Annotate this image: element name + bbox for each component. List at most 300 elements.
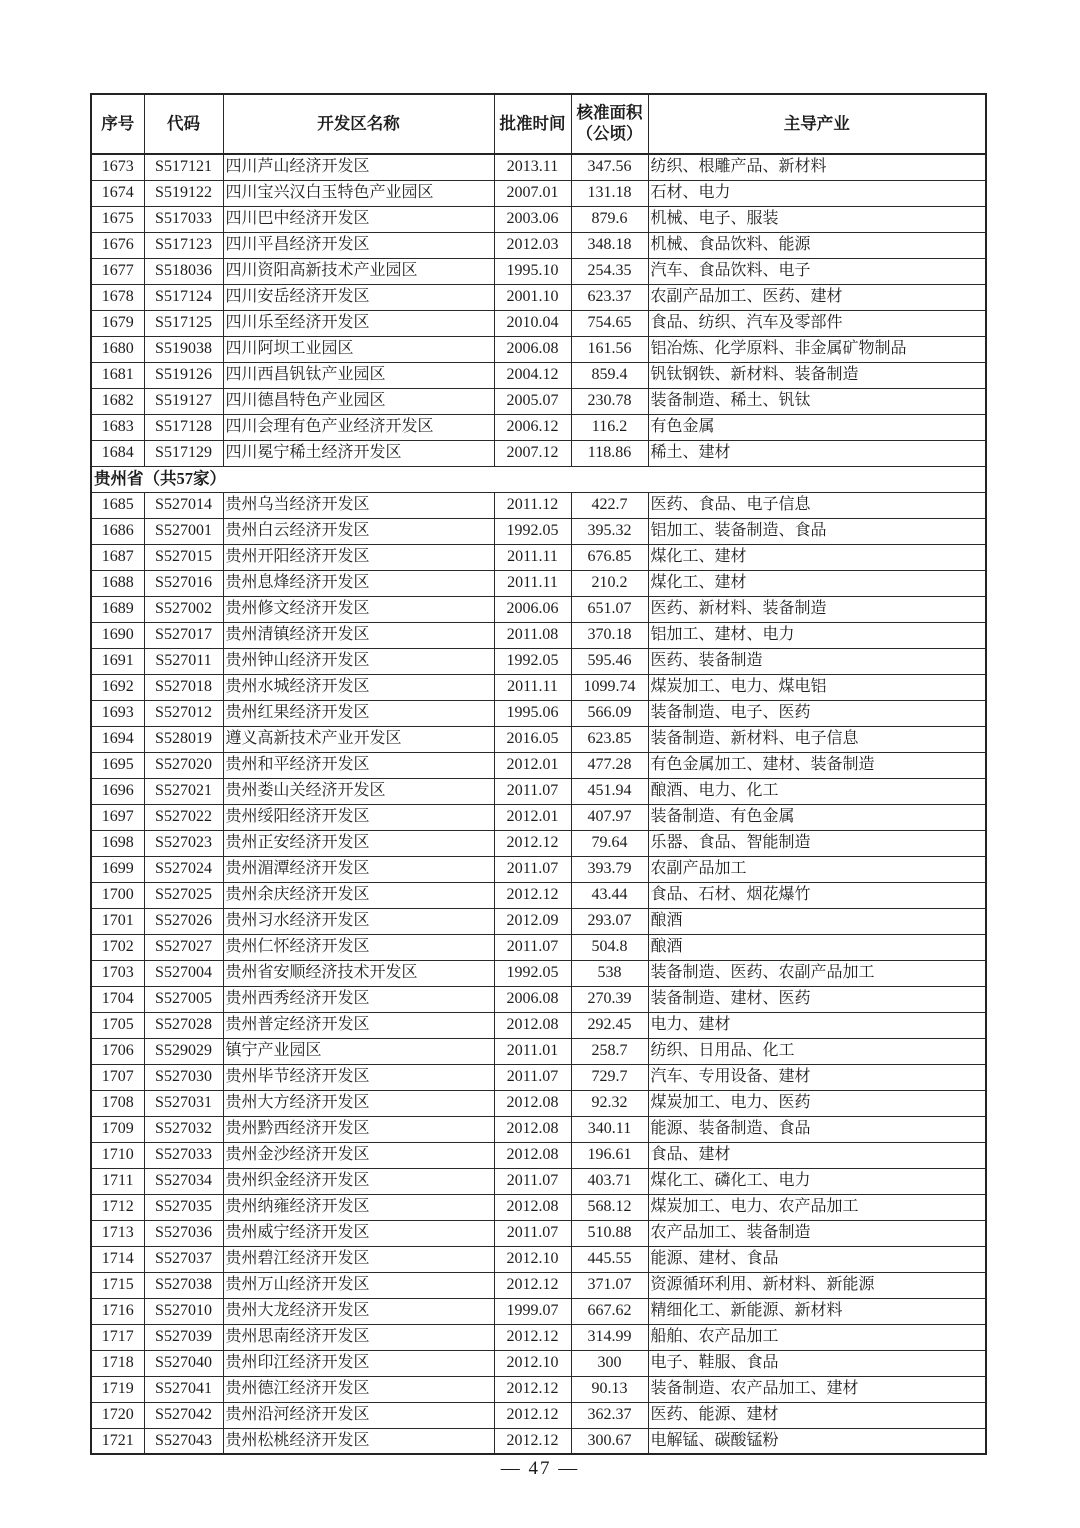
code-cell: S529029 bbox=[144, 1038, 223, 1064]
serial-cell: 1688 bbox=[91, 570, 144, 596]
approval-date-cell: 2012.12 bbox=[494, 1272, 571, 1298]
serial-cell: 1704 bbox=[91, 986, 144, 1012]
industry-cell: 电子、鞋服、食品 bbox=[648, 1350, 986, 1376]
approval-date-cell: 2012.12 bbox=[494, 1376, 571, 1402]
zone-name-cell: 贵州德江经济开发区 bbox=[223, 1376, 494, 1402]
code-cell: S527015 bbox=[144, 544, 223, 570]
approval-date-cell: 1995.06 bbox=[494, 700, 571, 726]
approval-date-cell: 2001.10 bbox=[494, 284, 571, 310]
code-cell: S527018 bbox=[144, 674, 223, 700]
area-cell: 422.7 bbox=[571, 492, 648, 518]
serial-cell: 1709 bbox=[91, 1116, 144, 1142]
approval-date-cell: 2016.05 bbox=[494, 726, 571, 752]
code-cell: S527023 bbox=[144, 830, 223, 856]
industry-cell: 农副产品加工、医药、建材 bbox=[648, 284, 986, 310]
code-cell: S517128 bbox=[144, 414, 223, 440]
area-cell: 92.32 bbox=[571, 1090, 648, 1116]
code-cell: S528019 bbox=[144, 726, 223, 752]
industry-cell: 煤炭加工、电力、农产品加工 bbox=[648, 1194, 986, 1220]
serial-cell: 1695 bbox=[91, 752, 144, 778]
approval-date-cell: 1999.07 bbox=[494, 1298, 571, 1324]
industry-cell: 煤炭加工、电力、煤电铝 bbox=[648, 674, 986, 700]
section-row bbox=[91, 466, 986, 492]
serial-cell: 1710 bbox=[91, 1142, 144, 1168]
industry-cell: 酿酒 bbox=[648, 934, 986, 960]
approval-date-cell: 2012.09 bbox=[494, 908, 571, 934]
code-cell: S518036 bbox=[144, 258, 223, 284]
col-header: 开发区名称 bbox=[223, 94, 494, 154]
serial-cell: 1676 bbox=[91, 232, 144, 258]
table-header bbox=[91, 94, 986, 154]
zone-name-cell: 四川冕宁稀土经济开发区 bbox=[223, 440, 494, 466]
area-cell: 754.65 bbox=[571, 310, 648, 336]
area-cell: 270.39 bbox=[571, 986, 648, 1012]
serial-cell: 1703 bbox=[91, 960, 144, 986]
table-row bbox=[91, 1194, 986, 1220]
table-row bbox=[91, 908, 986, 934]
industry-cell: 机械、食品饮料、能源 bbox=[648, 232, 986, 258]
area-cell: 879.6 bbox=[571, 206, 648, 232]
industry-cell: 医药、能源、建材 bbox=[648, 1402, 986, 1428]
code-cell: S527004 bbox=[144, 960, 223, 986]
industry-cell: 纺织、根雕产品、新材料 bbox=[648, 154, 986, 180]
col-header: 批准时间 bbox=[494, 94, 571, 154]
serial-cell: 1700 bbox=[91, 882, 144, 908]
industry-cell: 装备制造、稀土、钒钛 bbox=[648, 388, 986, 414]
area-cell: 258.7 bbox=[571, 1038, 648, 1064]
serial-cell: 1702 bbox=[91, 934, 144, 960]
area-cell: 300 bbox=[571, 1350, 648, 1376]
serial-cell: 1707 bbox=[91, 1064, 144, 1090]
table-row bbox=[91, 232, 986, 258]
serial-cell: 1678 bbox=[91, 284, 144, 310]
zone-name-cell: 四川资阳高新技术产业园区 bbox=[223, 258, 494, 284]
zone-name-cell: 贵州织金经济开发区 bbox=[223, 1168, 494, 1194]
area-cell: 1099.74 bbox=[571, 674, 648, 700]
table-row bbox=[91, 1064, 986, 1090]
serial-cell: 1701 bbox=[91, 908, 144, 934]
table-row bbox=[91, 1298, 986, 1324]
zone-name-cell: 贵州威宁经济开发区 bbox=[223, 1220, 494, 1246]
code-cell: S527025 bbox=[144, 882, 223, 908]
approval-date-cell: 2011.07 bbox=[494, 1168, 571, 1194]
area-cell: 118.86 bbox=[571, 440, 648, 466]
zone-name-cell: 贵州沿河经济开发区 bbox=[223, 1402, 494, 1428]
approval-date-cell: 2006.08 bbox=[494, 336, 571, 362]
serial-cell: 1705 bbox=[91, 1012, 144, 1038]
table-row bbox=[91, 674, 986, 700]
area-cell: 623.85 bbox=[571, 726, 648, 752]
area-cell: 196.61 bbox=[571, 1142, 648, 1168]
industry-cell: 石材、电力 bbox=[648, 180, 986, 206]
table-row bbox=[91, 882, 986, 908]
area-cell: 348.18 bbox=[571, 232, 648, 258]
approval-date-cell: 2006.06 bbox=[494, 596, 571, 622]
approval-date-cell: 2006.08 bbox=[494, 986, 571, 1012]
table-row bbox=[91, 1142, 986, 1168]
table-row bbox=[91, 960, 986, 986]
industry-cell: 煤炭加工、电力、医药 bbox=[648, 1090, 986, 1116]
table-row bbox=[91, 856, 986, 882]
code-cell: S527002 bbox=[144, 596, 223, 622]
serial-cell: 1674 bbox=[91, 180, 144, 206]
table-row bbox=[91, 258, 986, 284]
table-row bbox=[91, 206, 986, 232]
zone-name-cell: 贵州纳雍经济开发区 bbox=[223, 1194, 494, 1220]
industry-cell: 精细化工、新能源、新材料 bbox=[648, 1298, 986, 1324]
industry-cell: 铝冶炼、化学原料、非金属矿物制品 bbox=[648, 336, 986, 362]
approval-date-cell: 2011.07 bbox=[494, 1064, 571, 1090]
col-header: 代码 bbox=[144, 94, 223, 154]
industry-cell: 装备制造、农产品加工、建材 bbox=[648, 1376, 986, 1402]
zone-name-cell: 贵州正安经济开发区 bbox=[223, 830, 494, 856]
zone-name-cell: 贵州钟山经济开发区 bbox=[223, 648, 494, 674]
zone-name-cell: 四川巴中经济开发区 bbox=[223, 206, 494, 232]
industry-cell: 汽车、食品饮料、电子 bbox=[648, 258, 986, 284]
code-cell: S527026 bbox=[144, 908, 223, 934]
table-row bbox=[91, 440, 986, 466]
code-cell: S527021 bbox=[144, 778, 223, 804]
approval-date-cell: 2012.01 bbox=[494, 752, 571, 778]
approval-date-cell: 2011.07 bbox=[494, 1220, 571, 1246]
serial-cell: 1697 bbox=[91, 804, 144, 830]
table-row bbox=[91, 336, 986, 362]
serial-cell: 1714 bbox=[91, 1246, 144, 1272]
col-header: 核准面积 （公顷） bbox=[571, 94, 648, 154]
zone-name-cell: 贵州修文经济开发区 bbox=[223, 596, 494, 622]
table-row bbox=[91, 180, 986, 206]
industry-cell: 电力、建材 bbox=[648, 1012, 986, 1038]
zone-name-cell: 贵州毕节经济开发区 bbox=[223, 1064, 494, 1090]
serial-cell: 1698 bbox=[91, 830, 144, 856]
zone-name-cell: 四川安岳经济开发区 bbox=[223, 284, 494, 310]
serial-cell: 1720 bbox=[91, 1402, 144, 1428]
industry-cell: 铝加工、装备制造、食品 bbox=[648, 518, 986, 544]
table-row bbox=[91, 830, 986, 856]
serial-cell: 1718 bbox=[91, 1350, 144, 1376]
zone-name-cell: 贵州黔西经济开发区 bbox=[223, 1116, 494, 1142]
industry-cell: 船舶、农产品加工 bbox=[648, 1324, 986, 1350]
area-cell: 566.09 bbox=[571, 700, 648, 726]
code-cell: S517121 bbox=[144, 154, 223, 180]
industry-cell: 食品、纺织、汽车及零部件 bbox=[648, 310, 986, 336]
table-row bbox=[91, 596, 986, 622]
code-cell: S527041 bbox=[144, 1376, 223, 1402]
serial-cell: 1684 bbox=[91, 440, 144, 466]
serial-cell: 1715 bbox=[91, 1272, 144, 1298]
serial-cell: 1721 bbox=[91, 1428, 144, 1454]
approval-date-cell: 2011.01 bbox=[494, 1038, 571, 1064]
industry-cell: 农副产品加工 bbox=[648, 856, 986, 882]
section-label: 贵州省（共57家） bbox=[91, 466, 986, 492]
zone-name-cell: 四川平昌经济开发区 bbox=[223, 232, 494, 258]
zone-name-cell: 遵义高新技术产业开发区 bbox=[223, 726, 494, 752]
code-cell: S517033 bbox=[144, 206, 223, 232]
area-cell: 210.2 bbox=[571, 570, 648, 596]
table-row bbox=[91, 1012, 986, 1038]
approval-date-cell: 2004.12 bbox=[494, 362, 571, 388]
industry-cell: 乐器、食品、智能制造 bbox=[648, 830, 986, 856]
industry-cell: 铝加工、建材、电力 bbox=[648, 622, 986, 648]
area-cell: 395.32 bbox=[571, 518, 648, 544]
code-cell: S519038 bbox=[144, 336, 223, 362]
code-cell: S527001 bbox=[144, 518, 223, 544]
code-cell: S527037 bbox=[144, 1246, 223, 1272]
code-cell: S527017 bbox=[144, 622, 223, 648]
serial-cell: 1675 bbox=[91, 206, 144, 232]
area-cell: 293.07 bbox=[571, 908, 648, 934]
industry-cell: 食品、建材 bbox=[648, 1142, 986, 1168]
serial-cell: 1693 bbox=[91, 700, 144, 726]
industry-cell: 装备制造、建材、医药 bbox=[648, 986, 986, 1012]
area-cell: 451.94 bbox=[571, 778, 648, 804]
industry-cell: 汽车、专用设备、建材 bbox=[648, 1064, 986, 1090]
zone-name-cell: 贵州水城经济开发区 bbox=[223, 674, 494, 700]
area-cell: 161.56 bbox=[571, 336, 648, 362]
serial-cell: 1719 bbox=[91, 1376, 144, 1402]
zone-name-cell: 贵州息烽经济开发区 bbox=[223, 570, 494, 596]
area-cell: 729.7 bbox=[571, 1064, 648, 1090]
zone-name-cell: 贵州红果经济开发区 bbox=[223, 700, 494, 726]
area-cell: 254.35 bbox=[571, 258, 648, 284]
serial-cell: 1682 bbox=[91, 388, 144, 414]
approval-date-cell: 2011.07 bbox=[494, 934, 571, 960]
zone-name-cell: 贵州普定经济开发区 bbox=[223, 1012, 494, 1038]
area-cell: 314.99 bbox=[571, 1324, 648, 1350]
area-cell: 230.78 bbox=[571, 388, 648, 414]
code-cell: S519122 bbox=[144, 180, 223, 206]
approval-date-cell: 2012.12 bbox=[494, 1428, 571, 1454]
approval-date-cell: 2006.12 bbox=[494, 414, 571, 440]
approval-date-cell: 2012.12 bbox=[494, 830, 571, 856]
approval-date-cell: 2011.11 bbox=[494, 674, 571, 700]
zone-name-cell: 贵州思南经济开发区 bbox=[223, 1324, 494, 1350]
table-row bbox=[91, 934, 986, 960]
area-cell: 300.67 bbox=[571, 1428, 648, 1454]
approval-date-cell: 2011.12 bbox=[494, 492, 571, 518]
area-cell: 371.07 bbox=[571, 1272, 648, 1298]
zone-name-cell: 四川芦山经济开发区 bbox=[223, 154, 494, 180]
area-cell: 393.79 bbox=[571, 856, 648, 882]
table-row bbox=[91, 1402, 986, 1428]
area-cell: 595.46 bbox=[571, 648, 648, 674]
area-cell: 116.2 bbox=[571, 414, 648, 440]
table-row bbox=[91, 362, 986, 388]
serial-cell: 1692 bbox=[91, 674, 144, 700]
approval-date-cell: 2012.08 bbox=[494, 1142, 571, 1168]
serial-cell: 1717 bbox=[91, 1324, 144, 1350]
zone-name-cell: 贵州娄山关经济开发区 bbox=[223, 778, 494, 804]
code-cell: S527020 bbox=[144, 752, 223, 778]
area-cell: 477.28 bbox=[571, 752, 648, 778]
serial-cell: 1680 bbox=[91, 336, 144, 362]
serial-cell: 1713 bbox=[91, 1220, 144, 1246]
zone-name-cell: 四川阿坝工业园区 bbox=[223, 336, 494, 362]
area-cell: 510.88 bbox=[571, 1220, 648, 1246]
table-row bbox=[91, 1168, 986, 1194]
zone-name-cell: 贵州大方经济开发区 bbox=[223, 1090, 494, 1116]
industry-cell: 装备制造、电子、医药 bbox=[648, 700, 986, 726]
serial-cell: 1712 bbox=[91, 1194, 144, 1220]
table-row bbox=[91, 1428, 986, 1454]
approval-date-cell: 2012.12 bbox=[494, 882, 571, 908]
serial-cell: 1687 bbox=[91, 544, 144, 570]
area-cell: 347.56 bbox=[571, 154, 648, 180]
zone-name-cell: 贵州绥阳经济开发区 bbox=[223, 804, 494, 830]
approval-date-cell: 2011.11 bbox=[494, 544, 571, 570]
area-cell: 340.11 bbox=[571, 1116, 648, 1142]
area-cell: 538 bbox=[571, 960, 648, 986]
approval-date-cell: 2012.08 bbox=[494, 1116, 571, 1142]
approval-date-cell: 2012.08 bbox=[494, 1194, 571, 1220]
zone-name-cell: 贵州金沙经济开发区 bbox=[223, 1142, 494, 1168]
area-cell: 859.4 bbox=[571, 362, 648, 388]
code-cell: S527027 bbox=[144, 934, 223, 960]
col-header: 主导产业 bbox=[648, 94, 986, 154]
code-cell: S527033 bbox=[144, 1142, 223, 1168]
area-cell: 131.18 bbox=[571, 180, 648, 206]
industry-cell: 纺织、日用品、化工 bbox=[648, 1038, 986, 1064]
table-row bbox=[91, 492, 986, 518]
zone-name-cell: 贵州开阳经济开发区 bbox=[223, 544, 494, 570]
code-cell: S527028 bbox=[144, 1012, 223, 1038]
approval-date-cell: 2011.08 bbox=[494, 622, 571, 648]
area-cell: 407.97 bbox=[571, 804, 648, 830]
approval-date-cell: 2012.01 bbox=[494, 804, 571, 830]
area-cell: 568.12 bbox=[571, 1194, 648, 1220]
table-body bbox=[91, 154, 986, 1454]
zone-name-cell: 贵州余庆经济开发区 bbox=[223, 882, 494, 908]
table-row bbox=[91, 388, 986, 414]
zone-name-cell: 贵州万山经济开发区 bbox=[223, 1272, 494, 1298]
approval-date-cell: 2012.08 bbox=[494, 1090, 571, 1116]
industry-cell: 有色金属加工、建材、装备制造 bbox=[648, 752, 986, 778]
page-number: — 47 — bbox=[500, 1458, 580, 1479]
industry-cell: 煤化工、磷化工、电力 bbox=[648, 1168, 986, 1194]
code-cell: S527011 bbox=[144, 648, 223, 674]
serial-cell: 1689 bbox=[91, 596, 144, 622]
zone-name-cell: 贵州西秀经济开发区 bbox=[223, 986, 494, 1012]
serial-cell: 1673 bbox=[91, 154, 144, 180]
industry-cell: 酿酒 bbox=[648, 908, 986, 934]
table-row bbox=[91, 648, 986, 674]
industry-cell: 稀土、建材 bbox=[648, 440, 986, 466]
serial-cell: 1699 bbox=[91, 856, 144, 882]
code-cell: S527036 bbox=[144, 1220, 223, 1246]
serial-cell: 1686 bbox=[91, 518, 144, 544]
zone-name-cell: 贵州仁怀经济开发区 bbox=[223, 934, 494, 960]
area-cell: 504.8 bbox=[571, 934, 648, 960]
code-cell: S527040 bbox=[144, 1350, 223, 1376]
area-cell: 362.37 bbox=[571, 1402, 648, 1428]
col-header: 序号 bbox=[91, 94, 144, 154]
area-cell: 370.18 bbox=[571, 622, 648, 648]
approval-date-cell: 2011.11 bbox=[494, 570, 571, 596]
industry-cell: 煤化工、建材 bbox=[648, 570, 986, 596]
table-row bbox=[91, 1090, 986, 1116]
serial-cell: 1708 bbox=[91, 1090, 144, 1116]
approval-date-cell: 1992.05 bbox=[494, 518, 571, 544]
zone-name-cell: 贵州习水经济开发区 bbox=[223, 908, 494, 934]
code-cell: S527038 bbox=[144, 1272, 223, 1298]
approval-date-cell: 2012.10 bbox=[494, 1246, 571, 1272]
serial-cell: 1677 bbox=[91, 258, 144, 284]
table-row bbox=[91, 1246, 986, 1272]
area-cell: 292.45 bbox=[571, 1012, 648, 1038]
zone-name-cell: 贵州碧江经济开发区 bbox=[223, 1246, 494, 1272]
code-cell: S527012 bbox=[144, 700, 223, 726]
approval-date-cell: 1992.05 bbox=[494, 648, 571, 674]
header-row bbox=[91, 94, 986, 154]
code-cell: S527034 bbox=[144, 1168, 223, 1194]
industry-cell: 电解锰、碳酸锰粉 bbox=[648, 1428, 986, 1454]
code-cell: S527016 bbox=[144, 570, 223, 596]
approval-date-cell: 2012.12 bbox=[494, 1324, 571, 1350]
industry-cell: 装备制造、医药、农副产品加工 bbox=[648, 960, 986, 986]
dev-zone-table bbox=[90, 93, 987, 1455]
serial-cell: 1685 bbox=[91, 492, 144, 518]
industry-cell: 装备制造、新材料、电子信息 bbox=[648, 726, 986, 752]
area-cell: 676.85 bbox=[571, 544, 648, 570]
area-cell: 43.44 bbox=[571, 882, 648, 908]
zone-name-cell: 贵州湄潭经济开发区 bbox=[223, 856, 494, 882]
code-cell: S527035 bbox=[144, 1194, 223, 1220]
approval-date-cell: 2012.12 bbox=[494, 1402, 571, 1428]
zone-name-cell: 四川德昌特色产业园区 bbox=[223, 388, 494, 414]
table-row bbox=[91, 570, 986, 596]
industry-cell: 酿酒、电力、化工 bbox=[648, 778, 986, 804]
code-cell: S527014 bbox=[144, 492, 223, 518]
code-cell: S527030 bbox=[144, 1064, 223, 1090]
code-cell: S527039 bbox=[144, 1324, 223, 1350]
code-cell: S527031 bbox=[144, 1090, 223, 1116]
industry-cell: 食品、石材、烟花爆竹 bbox=[648, 882, 986, 908]
area-cell: 651.07 bbox=[571, 596, 648, 622]
approval-date-cell: 2011.07 bbox=[494, 856, 571, 882]
approval-date-cell: 2012.08 bbox=[494, 1012, 571, 1038]
table-row bbox=[91, 752, 986, 778]
zone-name-cell: 四川乐至经济开发区 bbox=[223, 310, 494, 336]
zone-name-cell: 贵州白云经济开发区 bbox=[223, 518, 494, 544]
table-row bbox=[91, 544, 986, 570]
table-row bbox=[91, 1220, 986, 1246]
area-cell: 403.71 bbox=[571, 1168, 648, 1194]
area-cell: 79.64 bbox=[571, 830, 648, 856]
table-row bbox=[91, 154, 986, 180]
industry-cell: 医药、装备制造 bbox=[648, 648, 986, 674]
table-row bbox=[91, 1350, 986, 1376]
code-cell: S527043 bbox=[144, 1428, 223, 1454]
table-row bbox=[91, 284, 986, 310]
serial-cell: 1696 bbox=[91, 778, 144, 804]
zone-name-cell: 贵州大龙经济开发区 bbox=[223, 1298, 494, 1324]
serial-cell: 1691 bbox=[91, 648, 144, 674]
serial-cell: 1716 bbox=[91, 1298, 144, 1324]
approval-date-cell: 2007.01 bbox=[494, 180, 571, 206]
serial-cell: 1706 bbox=[91, 1038, 144, 1064]
industry-cell: 装备制造、有色金属 bbox=[648, 804, 986, 830]
industry-cell: 资源循环利用、新材料、新能源 bbox=[648, 1272, 986, 1298]
industry-cell: 能源、装备制造、食品 bbox=[648, 1116, 986, 1142]
serial-cell: 1711 bbox=[91, 1168, 144, 1194]
serial-cell: 1690 bbox=[91, 622, 144, 648]
serial-cell: 1683 bbox=[91, 414, 144, 440]
area-cell: 90.13 bbox=[571, 1376, 648, 1402]
zone-name-cell: 贵州乌当经济开发区 bbox=[223, 492, 494, 518]
zone-name-cell: 四川西昌钒钛产业园区 bbox=[223, 362, 494, 388]
code-cell: S527005 bbox=[144, 986, 223, 1012]
approval-date-cell: 2011.07 bbox=[494, 778, 571, 804]
